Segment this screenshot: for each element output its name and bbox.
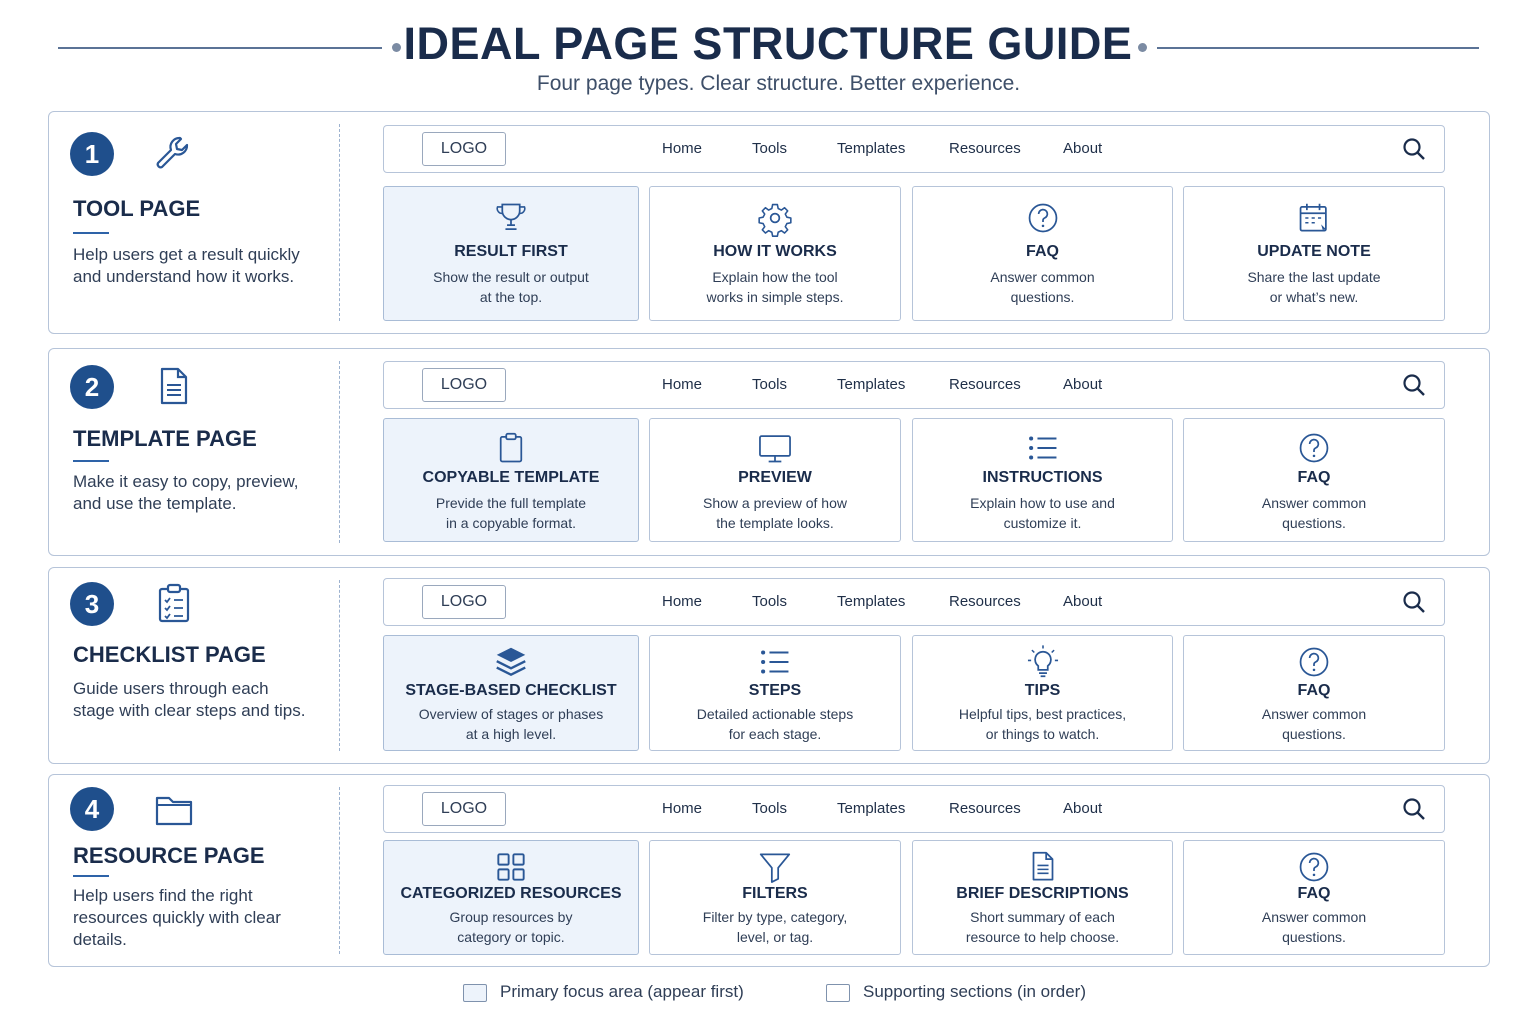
section-description-line: works in simple steps. bbox=[706, 289, 844, 305]
nav-item: Home bbox=[662, 140, 703, 157]
section-title: INSTRUCTIONS bbox=[982, 469, 1103, 486]
section-description-line: Answer common bbox=[990, 269, 1095, 285]
page-subtitle: Four page types. Clear structure. Better experience. bbox=[536, 72, 1021, 95]
supporting-section-card bbox=[649, 635, 901, 751]
section-description bbox=[656, 267, 894, 307]
section-description bbox=[656, 493, 894, 533]
section-title: RESULT FIRST bbox=[454, 243, 568, 260]
section-description-line: level, or tag. bbox=[736, 929, 814, 945]
section-title: PREVIEW bbox=[738, 469, 812, 486]
section-description-line: resource to help choose. bbox=[965, 929, 1120, 945]
section-description bbox=[1190, 493, 1438, 533]
page-type-row bbox=[48, 111, 1490, 334]
page-type-title: TEMPLATE PAGE bbox=[73, 426, 257, 451]
section-description-line: Short summary of each bbox=[970, 909, 1115, 925]
section-description-line: category or topic. bbox=[457, 929, 565, 945]
nav-item: Templates bbox=[837, 800, 906, 817]
supporting-section-card bbox=[649, 840, 901, 955]
section-description-line: Helpful tips, best practices, bbox=[958, 706, 1127, 722]
section-description bbox=[1190, 704, 1438, 744]
page-type-summary bbox=[49, 775, 341, 966]
title-underline bbox=[73, 875, 109, 877]
section-description-line: Show a preview of how bbox=[703, 495, 847, 511]
question-icon bbox=[1024, 199, 1062, 237]
checklist-icon bbox=[150, 580, 198, 628]
supporting-section-card bbox=[912, 840, 1173, 955]
section-description-line: Answer common bbox=[1261, 495, 1367, 511]
section-description-line: Detailed actionable steps bbox=[696, 706, 854, 722]
section-title: FAQ bbox=[1297, 682, 1331, 699]
search-icon bbox=[1402, 590, 1426, 614]
section-title: COPYABLE TEMPLATE bbox=[422, 469, 600, 486]
nav-item: Templates bbox=[837, 140, 906, 157]
section-title: STEPS bbox=[748, 682, 802, 699]
section-description-line: questions. bbox=[1282, 929, 1346, 945]
calendar-icon bbox=[1295, 199, 1333, 237]
grid-icon bbox=[492, 848, 530, 886]
legend-primary-label: Primary focus area (appear first) bbox=[500, 982, 744, 1001]
title-dot-right bbox=[1138, 43, 1147, 52]
nav-item: About bbox=[1063, 140, 1103, 157]
filter-icon bbox=[756, 848, 794, 886]
section-description-line: Previde the full template bbox=[435, 495, 587, 511]
list-icon bbox=[756, 643, 794, 681]
supporting-section-card bbox=[1183, 186, 1445, 321]
supporting-section-card bbox=[1183, 418, 1445, 542]
title-underline bbox=[73, 460, 109, 462]
section-description-line: the template looks. bbox=[716, 515, 834, 531]
section-description-line: in a copyable format. bbox=[446, 515, 576, 531]
nav-item: About bbox=[1063, 800, 1103, 817]
folder-icon bbox=[150, 785, 198, 833]
nav-item: Home bbox=[662, 376, 703, 393]
nav-item: Home bbox=[662, 593, 703, 610]
primary-section-card bbox=[383, 418, 639, 542]
search-icon bbox=[1402, 373, 1426, 397]
question-icon bbox=[1295, 643, 1333, 681]
section-description-line: Group resources by bbox=[449, 909, 573, 925]
step-number: 2 bbox=[70, 365, 114, 409]
document-icon bbox=[1024, 848, 1062, 886]
logo-placeholder: LOGO bbox=[422, 132, 506, 166]
nav-item: Tools bbox=[752, 800, 788, 817]
section-description-line: questions. bbox=[1282, 515, 1346, 531]
section-description bbox=[656, 907, 894, 947]
section-description bbox=[390, 493, 632, 533]
nav-item: Templates bbox=[837, 376, 906, 393]
section-description-line: customize it. bbox=[1003, 515, 1082, 531]
section-description bbox=[390, 907, 632, 947]
supporting-section-card bbox=[912, 635, 1173, 751]
page-type-summary bbox=[49, 568, 341, 763]
title-underline bbox=[73, 232, 109, 234]
monitor-icon bbox=[756, 429, 794, 467]
nav-item: Resources bbox=[949, 140, 1021, 157]
nav-item: Tools bbox=[752, 593, 788, 610]
section-description-line: questions. bbox=[1010, 289, 1075, 305]
search-icon bbox=[1402, 137, 1426, 161]
supporting-section-card bbox=[649, 418, 901, 542]
supporting-section-card bbox=[912, 186, 1173, 321]
section-description bbox=[919, 267, 1166, 307]
page-type-row bbox=[48, 567, 1490, 764]
nav-item: About bbox=[1063, 593, 1103, 610]
search-icon bbox=[1402, 797, 1426, 821]
section-description bbox=[919, 907, 1166, 947]
nav-bar-mockup bbox=[383, 361, 1445, 409]
supporting-section-card bbox=[649, 186, 901, 321]
page-type-title: TOOL PAGE bbox=[73, 196, 201, 221]
nav-item: Resources bbox=[949, 800, 1021, 817]
wrench-icon bbox=[150, 130, 198, 178]
section-title: CATEGORIZED RESOURCES bbox=[400, 885, 622, 902]
page-type-summary bbox=[49, 112, 341, 333]
nav-item: About bbox=[1063, 376, 1103, 393]
section-description bbox=[1190, 907, 1438, 947]
section-title: HOW IT WORKS bbox=[713, 243, 837, 260]
section-description-line: Answer common bbox=[1261, 706, 1367, 722]
divider bbox=[339, 361, 340, 543]
step-number: 3 bbox=[70, 582, 114, 626]
lightbulb-icon bbox=[1024, 643, 1062, 681]
section-description bbox=[656, 704, 894, 744]
page-type-title: RESOURCE PAGE bbox=[73, 843, 265, 868]
layers-icon bbox=[492, 643, 530, 681]
section-description-line: Share the last update bbox=[1247, 269, 1381, 285]
page-type-title: CHECKLIST PAGE bbox=[73, 642, 266, 667]
list-icon bbox=[1024, 429, 1062, 467]
question-icon bbox=[1295, 848, 1333, 886]
nav-item: Resources bbox=[949, 593, 1021, 610]
divider bbox=[339, 580, 340, 751]
nav-item: Tools bbox=[752, 376, 788, 393]
document-icon bbox=[150, 363, 198, 411]
supporting-section-card bbox=[1183, 840, 1445, 955]
nav-item: Resources bbox=[949, 376, 1021, 393]
section-description bbox=[390, 704, 632, 744]
nav-item: Templates bbox=[837, 593, 906, 610]
section-title: STAGE-BASED CHECKLIST bbox=[405, 682, 617, 699]
primary-section-card bbox=[383, 635, 639, 751]
nav-bar-mockup bbox=[383, 785, 1445, 833]
page-type-summary bbox=[49, 349, 341, 555]
gear-icon bbox=[756, 199, 794, 237]
section-description-line: Answer common bbox=[1261, 909, 1367, 925]
section-description-line: or things to watch. bbox=[985, 726, 1100, 742]
page-type-description: Make it easy to copy, preview, and use the template. bbox=[73, 472, 299, 513]
logo-placeholder: LOGO bbox=[422, 585, 506, 619]
section-description-line: Filter by type, category, bbox=[702, 909, 848, 925]
divider bbox=[339, 124, 340, 321]
section-description-line: Show the result or output bbox=[433, 269, 589, 285]
section-title: FILTERS bbox=[742, 885, 808, 902]
step-number: 1 bbox=[70, 132, 114, 176]
logo-placeholder: LOGO bbox=[422, 368, 506, 402]
section-description-line: at a high level. bbox=[465, 726, 557, 742]
section-description bbox=[919, 704, 1166, 744]
page-type-row bbox=[48, 348, 1490, 556]
step-number: 4 bbox=[70, 787, 114, 831]
section-title: TIPS bbox=[1024, 682, 1061, 699]
nav-item: Home bbox=[662, 800, 703, 817]
nav-item: Tools bbox=[752, 140, 788, 157]
section-description-line: questions. bbox=[1282, 726, 1346, 742]
section-title: UPDATE NOTE bbox=[1257, 243, 1371, 260]
supporting-section-card bbox=[912, 418, 1173, 542]
logo-placeholder: LOGO bbox=[422, 792, 506, 826]
section-description bbox=[1190, 267, 1438, 307]
legend bbox=[0, 982, 1536, 1006]
section-description-line: for each stage. bbox=[728, 726, 822, 742]
section-title: FAQ bbox=[1026, 243, 1059, 260]
header bbox=[0, 14, 1536, 104]
section-description-line: Explain how the tool bbox=[712, 269, 838, 285]
page-type-description: Help users find the right resources quickly with clear details. bbox=[73, 886, 281, 949]
section-description-line: at the top. bbox=[479, 289, 543, 305]
section-title: FAQ bbox=[1297, 469, 1331, 486]
page-type-row bbox=[48, 774, 1490, 967]
page-type-description: Guide users through each stage with clear steps and tips. bbox=[73, 679, 306, 720]
divider bbox=[339, 787, 340, 954]
section-description-line: Explain how to use and bbox=[970, 495, 1115, 511]
legend-supporting-label: Supporting sections (in order) bbox=[863, 982, 1087, 1001]
section-description-line: Overview of stages or phases bbox=[418, 706, 604, 722]
nav-bar-mockup bbox=[383, 125, 1445, 173]
primary-section-card bbox=[383, 840, 639, 955]
supporting-section-card bbox=[1183, 635, 1445, 751]
page-title: IDEAL PAGE STRUCTURE GUIDE bbox=[403, 18, 1133, 69]
section-title: BRIEF DESCRIPTIONS bbox=[956, 885, 1129, 902]
section-title: FAQ bbox=[1297, 885, 1331, 902]
trophy-icon bbox=[492, 199, 530, 237]
clipboard-icon bbox=[492, 429, 530, 467]
primary-section-card bbox=[383, 186, 639, 321]
legend-primary-swatch bbox=[463, 984, 487, 1002]
legend-supporting-swatch bbox=[826, 984, 850, 1002]
page-type-description: Help users get a result quickly and understand how it works. bbox=[73, 245, 300, 286]
section-description-line: or what’s new. bbox=[1269, 289, 1359, 305]
nav-bar-mockup bbox=[383, 578, 1445, 626]
section-description bbox=[390, 267, 632, 307]
question-icon bbox=[1295, 429, 1333, 467]
section-description bbox=[919, 493, 1166, 533]
title-rule-right bbox=[1157, 47, 1479, 49]
